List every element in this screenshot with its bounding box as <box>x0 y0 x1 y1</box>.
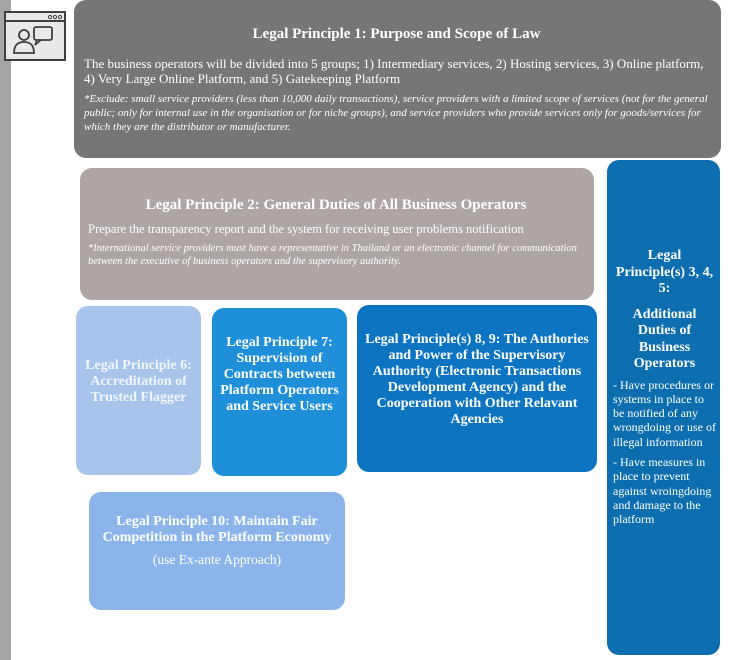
principle-3-5-subtitle: Additional Duties of Business Operators <box>632 306 697 371</box>
principle-8-9-title: Legal Principle(s) 8, 9: The Authories and Power of the Supervisory Authority (Electronic Transactions Development Agency) and the Cooperation with Other Relavant Agencies <box>365 332 589 427</box>
left-margin-bar <box>0 0 11 660</box>
principle-3-5-bullet: - Have procedures or systems in place to be notified of any wrongdoing or use of illegal information <box>613 377 716 449</box>
principle-8-9-box <box>357 305 597 472</box>
presentation-person-icon <box>4 11 66 61</box>
principle-2-body: Prepare the transparency report and the system for receiving user problems notification <box>88 222 524 236</box>
principle-1-box <box>74 0 721 158</box>
principle-10-box <box>89 492 345 610</box>
principle-2-title: Legal Principle 2: General Duties of All Business Operators <box>145 197 527 213</box>
principle-3-5-bullet: - Have measures in place to prevent against wroingdoing and damage to the platform <box>613 454 712 527</box>
principle-1-title: Legal Principle 1: Purpose and Scope of Law <box>252 26 541 42</box>
principle-1-body: The business operators will be divided into 5 groups; 1) Intermediary services, 2) Hosting services, 3) Online platform, 4) Very Large Online Platform, and 5) Gatekeeping Platform <box>84 56 704 86</box>
principle-2-note: *International service providers must have a representative in Thailand or an electronic channel for communication between the executive of business operators and the supervisory authority. <box>88 243 577 267</box>
principle-3-5-box <box>607 160 720 655</box>
principle-7-box <box>212 308 347 476</box>
principle-7-title: Legal Principle 7: Supervision of Contracts between Platform Operators and Service Users <box>220 335 339 414</box>
principle-6-title: Legal Principle 6: Accreditation of Trusted Flagger <box>85 358 192 405</box>
principle-3-5-title: Legal Principle(s) 3, 4, 5: <box>615 248 714 296</box>
principle-6-box <box>76 306 201 475</box>
principle-10-title: Legal Principle 10: Maintain Fair Competition in the Platform Economy <box>102 514 332 545</box>
principle-1-note: *Exclude: small service providers (less than 10,000 daily transactions), service providers with a limited scope of services (not for the general public; only for internal use in the organisation or for niche groups), and service providers who provide services only for goods/services for which they are the distributor or manufacturer. <box>84 93 708 133</box>
principle-2-box <box>80 168 594 300</box>
principle-10-body: (use Ex-ante Approach) <box>152 552 282 567</box>
